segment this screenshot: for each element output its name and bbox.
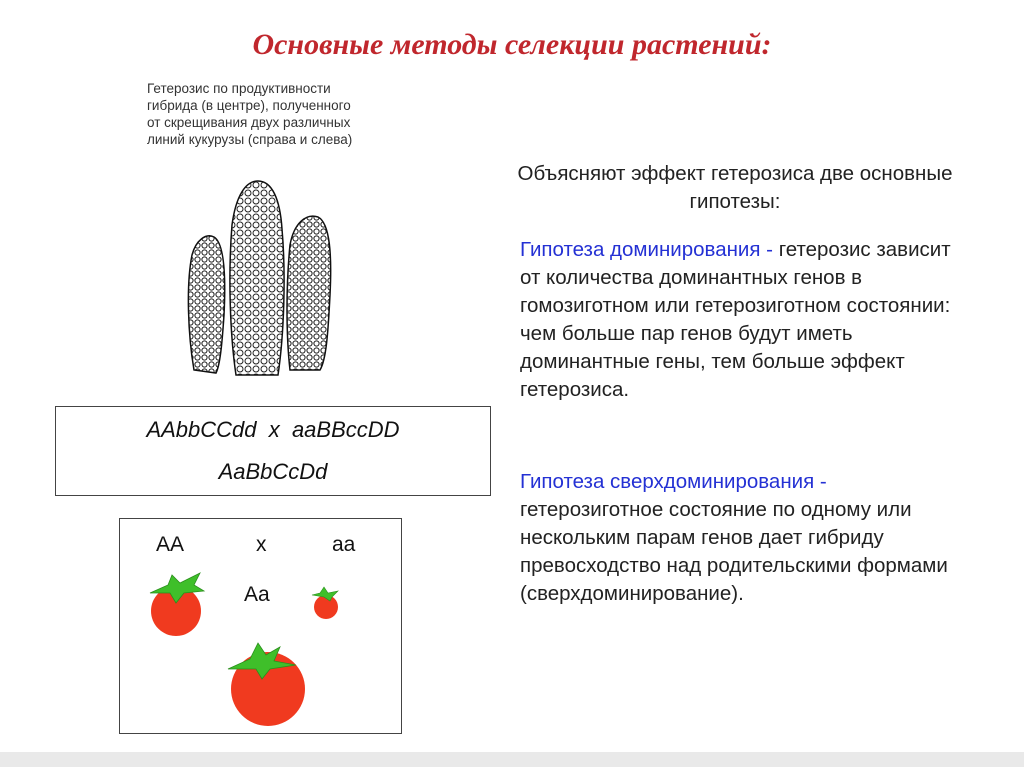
allele-hybrid: Aa — [244, 583, 270, 606]
allele-cross-sign: x — [256, 533, 267, 556]
hypothesis-dominance — [520, 236, 970, 404]
corn-cobs-illustration — [180, 165, 360, 380]
genotype-offspring: AaBbCcDd — [218, 459, 328, 484]
intro-text: Объясняют эффект гетерозиса две основные гипотезы: — [517, 162, 953, 213]
tomato-box — [119, 518, 402, 734]
hypothesis-overdominance-text: гетерозиготное состояние по одному или нескольким парам генов дает гибриду превосходство над родительскими формами (сверхдоминирование). — [520, 498, 948, 605]
left-cob — [188, 236, 224, 373]
slide-title: Основные методы селекции растений: — [252, 28, 772, 61]
right-cob — [287, 216, 331, 370]
tomato-icon-hybrid — [228, 643, 305, 726]
center-cob — [230, 181, 284, 375]
genotype-cross: AAbbCCdd x aaBBccDD — [146, 417, 400, 442]
tomato-icon-left — [150, 573, 204, 636]
hypothesis-overdominance — [520, 468, 970, 608]
hypothesis-dominance-name: Гипотеза доминирования - — [520, 238, 779, 261]
hypothesis-overdominance-name: Гипотеза сверхдоминирования - — [520, 470, 827, 493]
tomato-icon-right — [312, 587, 338, 619]
bottom-band — [0, 752, 1024, 767]
hypothesis-dominance-text: гетерозис зависит от количества доминантных генов в гомозиготном или гетерозиготном состоянии: чем больше пар генов будут иметь доминантные гены, тем больше эффект гетерозиса. — [520, 238, 951, 401]
allele-parent-right: aa — [332, 533, 356, 556]
genotype-box — [55, 406, 491, 496]
allele-parent-left: AA — [156, 533, 185, 556]
figure-caption: Гетерозис по продуктивности гибрида (в центре), полученного от скрещивания двух различных линий кукурузы (справа и слева) — [147, 81, 353, 147]
